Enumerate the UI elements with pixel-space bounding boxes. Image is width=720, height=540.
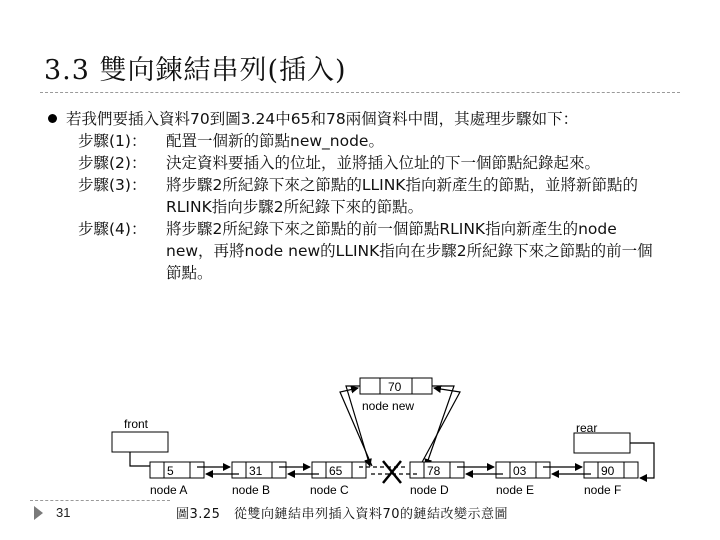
list-node-c: [310, 462, 366, 497]
node-value: 31: [249, 464, 263, 478]
intro-text: 若我們要插入資料70到圖3.24中65和78兩個資料中間，其處理步驟如下：: [66, 110, 579, 128]
node-value: 5: [167, 464, 174, 478]
figure-caption: 圖3.25 從雙向鏈結串列插入資料70的鏈結改變示意圖: [176, 507, 508, 522]
page-number: 31: [56, 505, 71, 520]
list-node-b: [232, 462, 286, 497]
front-pointer: [112, 417, 168, 466]
node-value: 78: [427, 464, 441, 478]
list-node-f: [584, 462, 638, 497]
node-label: node B: [232, 483, 271, 497]
new-node-label: node new: [362, 399, 415, 413]
step-label: 步驟(4)：: [78, 220, 147, 238]
rear-label: rear: [576, 421, 598, 435]
node-value: 65: [329, 464, 343, 478]
list-node-e: [496, 462, 550, 497]
new-node-value: 70: [388, 380, 402, 394]
broken-link-x-icon: [383, 461, 401, 483]
link-new-to-d: [426, 386, 454, 466]
step-text: 將步驟2所紀錄下來之節點的前一個節點RLINK指向新產生的node new，再將node new的LLINK指向在步驟2所紀錄下來之節點的前一個節點。: [166, 220, 653, 282]
node-value: 90: [601, 464, 615, 478]
footer-divider: [30, 500, 170, 501]
list-node-d: [410, 462, 464, 497]
step-label: 步驟(1)：: [78, 132, 147, 150]
list-node-a: [150, 462, 204, 497]
step-text: 將步驟2所紀錄下來之節點的LLINK指向新產生的節點，並將新節點的RLINK指向步驟2所紀錄下來的節點。: [166, 176, 638, 216]
new-node: [360, 378, 432, 413]
arrow-right-icon: [34, 506, 43, 520]
node-label: node E: [496, 483, 535, 497]
node-value: 03: [513, 464, 527, 478]
front-label: front: [124, 417, 149, 431]
step-text: 配置一個新的節點new_node。: [166, 132, 384, 150]
node-label: node A: [150, 483, 188, 497]
step-label: 步驟(3)：: [78, 176, 147, 194]
step-text: 決定資料要插入的位址，並將插入位址的下一個節點紀錄起來。: [166, 154, 601, 172]
step-label: 步驟(2)：: [78, 154, 147, 172]
node-label: node C: [310, 483, 349, 497]
node-label: node D: [410, 483, 449, 497]
page-title: 3.3 雙向鍊結串列(插入): [44, 55, 347, 86]
node-label: node F: [584, 483, 622, 497]
